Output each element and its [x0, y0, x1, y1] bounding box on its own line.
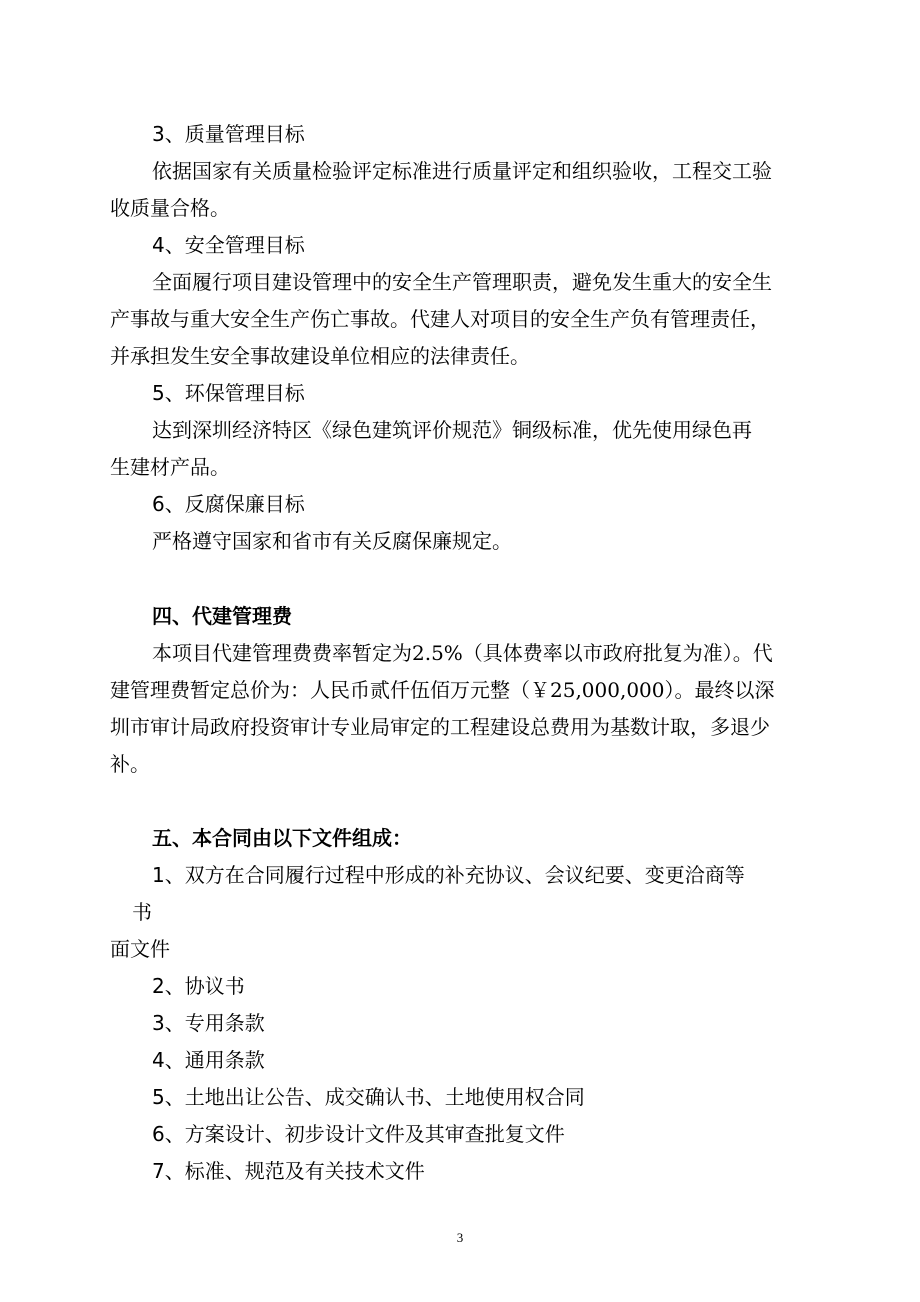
text-line: 补。 — [110, 752, 150, 776]
text-line: 本项目代建管理费费率暂定为2.5%（具体费率以市政府批复为准）。代 — [152, 641, 773, 665]
text-line: 达到深圳经济特区《绿色建筑评价规范》铜级标准，优先使用绿色再 — [152, 418, 752, 442]
heading-environment-goal: 5、环保管理目标 — [152, 381, 305, 405]
list-item-continuation: 书 — [132, 900, 152, 924]
page-number: 3 — [456, 1230, 464, 1245]
text-line: 圳市审计局政府投资审计专业局审定的工程建设总费用为基数计取，多退少 — [110, 715, 770, 739]
heading-safety-goal: 4、安全管理目标 — [152, 233, 305, 257]
text-line: 并承担发生安全事故建设单位相应的法律责任。 — [110, 344, 530, 368]
section-heading-contract-documents: 五、本合同由以下文件组成： — [152, 826, 412, 850]
list-item: 1、双方在合同履行过程中形成的补充协议、会议纪要、变更洽商等 — [152, 863, 745, 887]
heading-quality-goal: 3、质量管理目标 — [152, 122, 305, 146]
text-line: 全面履行项目建设管理中的安全生产管理职责，避免发生重大的安全生 — [152, 270, 772, 294]
list-item: 2、协议书 — [152, 974, 245, 998]
text-line: 依据国家有关质量检验评定标准进行质量评定和组织验收，工程交工验 — [152, 159, 772, 183]
text-line: 产事故与重大安全生产伤亡事故。代建人对项目的安全生产负有管理责任， — [110, 307, 770, 331]
text-line: 严格遵守国家和省市有关反腐保廉规定。 — [152, 529, 512, 553]
text-line: 收质量合格。 — [110, 196, 230, 220]
list-item: 6、方案设计、初步设计文件及其审查批复文件 — [152, 1122, 565, 1146]
text-line: 生建材产品。 — [110, 455, 230, 479]
list-item: 7、标准、规范及有关技术文件 — [152, 1159, 425, 1183]
list-item-continuation: 面文件 — [110, 937, 170, 961]
text-line: 建管理费暂定总价为：人民币贰仟伍佰万元整（￥25,000,000）。最终以深 — [110, 678, 775, 702]
section-heading-management-fee: 四、代建管理费 — [152, 604, 292, 628]
list-item: 4、通用条款 — [152, 1048, 265, 1072]
heading-anticorruption-goal: 6、反腐保廉目标 — [152, 492, 305, 516]
list-item: 3、专用条款 — [152, 1011, 265, 1035]
list-item: 5、土地出让公告、成交确认书、土地使用权合同 — [152, 1085, 585, 1109]
